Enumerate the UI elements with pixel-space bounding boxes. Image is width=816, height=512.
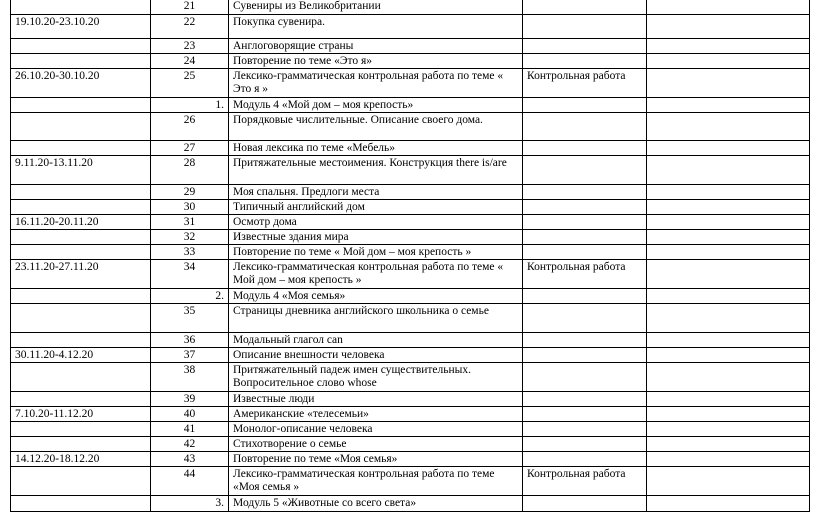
empty-cell	[647, 422, 810, 437]
table-row	[11, 98, 810, 113]
lesson-number-cell: 39	[151, 392, 229, 407]
lesson-number-cell: 30	[151, 200, 229, 215]
table-row	[11, 333, 810, 348]
lesson-number-cell: 2.	[151, 289, 229, 304]
topic-cell: Модальный глагол can	[229, 333, 523, 348]
date-cell	[11, 98, 151, 113]
note-cell	[523, 452, 647, 467]
lesson-number-cell: 27	[151, 141, 229, 156]
note-cell	[523, 392, 647, 407]
schedule-body	[11, 0, 810, 512]
note-cell: Контрольная работа	[523, 69, 647, 98]
table-row	[11, 467, 810, 496]
lesson-number-cell: 33	[151, 245, 229, 260]
date-cell: 16.11.20-20.11.20	[11, 215, 151, 230]
topic-cell: Повторение по теме « Мой дом – моя крепость »	[229, 245, 523, 260]
table-row	[11, 156, 810, 185]
topic-cell: Типичный английский дом	[229, 200, 523, 215]
empty-cell	[647, 245, 810, 260]
topic-cell: Притяжательный падеж имен существительных. Вопросительное слово whose	[229, 363, 523, 392]
lesson-number-cell: 24	[151, 54, 229, 69]
lesson-number-cell: 22	[151, 15, 229, 39]
empty-cell	[647, 185, 810, 200]
empty-cell	[647, 98, 810, 113]
lesson-number-cell: 38	[151, 363, 229, 392]
empty-cell	[647, 54, 810, 69]
note-cell	[523, 141, 647, 156]
table-row	[11, 245, 810, 260]
note-cell	[523, 230, 647, 245]
date-cell	[11, 230, 151, 245]
note-cell	[523, 15, 647, 39]
lesson-number-cell: 40	[151, 407, 229, 422]
lesson-number-cell: 32	[151, 230, 229, 245]
date-cell	[11, 392, 151, 407]
table-row	[11, 348, 810, 363]
table-row	[11, 200, 810, 215]
date-cell	[11, 467, 151, 496]
table-row	[11, 363, 810, 392]
topic-cell: Модуль 4 «Моя семья»	[229, 289, 523, 304]
table-row	[11, 215, 810, 230]
lesson-number-cell: 23	[151, 39, 229, 54]
lesson-number-cell: 34	[151, 260, 229, 289]
table-row	[11, 289, 810, 304]
note-cell	[523, 98, 647, 113]
date-cell	[11, 113, 151, 141]
date-cell: 7.10.20-11.12.20	[11, 407, 151, 422]
empty-cell	[647, 230, 810, 245]
note-cell: Контрольная работа	[523, 467, 647, 496]
date-cell: 9.11.20-13.11.20	[11, 156, 151, 185]
lesson-number-cell: 41	[151, 422, 229, 437]
topic-cell: Страницы дневника английского школьника о семье	[229, 304, 523, 333]
table-row	[11, 422, 810, 437]
note-cell	[523, 185, 647, 200]
empty-cell	[647, 156, 810, 185]
table-row	[11, 185, 810, 200]
date-cell: 19.10.20-23.10.20	[11, 15, 151, 39]
empty-cell	[647, 0, 810, 15]
date-cell	[11, 304, 151, 333]
note-cell	[523, 333, 647, 348]
date-cell	[11, 289, 151, 304]
topic-cell: Модуль 5 «Животные со всего света»	[229, 496, 523, 512]
note-cell	[523, 304, 647, 333]
note-cell	[523, 496, 647, 512]
date-cell	[11, 141, 151, 156]
table-row	[11, 407, 810, 422]
note-cell	[523, 156, 647, 185]
date-cell	[11, 363, 151, 392]
lesson-number-cell: 42	[151, 437, 229, 452]
empty-cell	[647, 467, 810, 496]
topic-cell: Сувениры из Великобритании	[229, 0, 523, 15]
empty-cell	[647, 113, 810, 141]
topic-cell: Американские «телесемьи»	[229, 407, 523, 422]
note-cell	[523, 422, 647, 437]
lesson-number-cell: 21	[151, 0, 229, 15]
empty-cell	[647, 141, 810, 156]
lesson-number-cell: 3.	[151, 496, 229, 512]
date-cell	[11, 245, 151, 260]
topic-cell: Моя спальня. Предлоги места	[229, 185, 523, 200]
topic-cell: Описание внешности человека	[229, 348, 523, 363]
table-row	[11, 392, 810, 407]
date-cell	[11, 39, 151, 54]
topic-cell: Известные здания мира	[229, 230, 523, 245]
table-row	[11, 15, 810, 39]
note-cell	[523, 113, 647, 141]
table-row	[11, 39, 810, 54]
topic-cell: Осмотр дома	[229, 215, 523, 230]
lesson-number-cell: 26	[151, 113, 229, 141]
note-cell	[523, 407, 647, 422]
date-cell: 23.11.20-27.11.20	[11, 260, 151, 289]
note-cell	[523, 54, 647, 69]
date-cell	[11, 54, 151, 69]
table-row	[11, 230, 810, 245]
lesson-number-cell: 36	[151, 333, 229, 348]
empty-cell	[647, 437, 810, 452]
empty-cell	[647, 304, 810, 333]
lesson-number-cell: 35	[151, 304, 229, 333]
topic-cell: Покупка сувенира.	[229, 15, 523, 39]
lesson-number-cell: 43	[151, 452, 229, 467]
date-cell	[11, 0, 151, 15]
note-cell	[523, 363, 647, 392]
note-cell	[523, 200, 647, 215]
lesson-number-cell: 28	[151, 156, 229, 185]
topic-cell: Повторение по теме «Моя семья»	[229, 452, 523, 467]
note-cell	[523, 215, 647, 230]
topic-cell: Новая лексика по теме «Мебель»	[229, 141, 523, 156]
topic-cell: Притяжательные местоимения. Конструкция there is/are	[229, 156, 523, 185]
table-row	[11, 260, 810, 289]
empty-cell	[647, 333, 810, 348]
date-cell	[11, 333, 151, 348]
lesson-number-cell: 37	[151, 348, 229, 363]
empty-cell	[647, 452, 810, 467]
date-cell	[11, 200, 151, 215]
note-cell	[523, 39, 647, 54]
topic-cell: Лексико-грамматическая контрольная работа по теме « Мой дом – моя крепость »	[229, 260, 523, 289]
topic-cell: Лексико-грамматическая контрольная работа по теме « Это я »	[229, 69, 523, 98]
date-cell	[11, 437, 151, 452]
empty-cell	[647, 39, 810, 54]
date-cell	[11, 185, 151, 200]
table-row	[11, 0, 810, 15]
topic-cell: Монолог-описание человека	[229, 422, 523, 437]
note-cell	[523, 437, 647, 452]
table-row	[11, 113, 810, 141]
empty-cell	[647, 69, 810, 98]
empty-cell	[647, 215, 810, 230]
table-row	[11, 141, 810, 156]
empty-cell	[647, 260, 810, 289]
topic-cell: Лексико-грамматическая контрольная работа по теме «Моя семья »	[229, 467, 523, 496]
lesson-number-cell: 1.	[151, 98, 229, 113]
date-cell	[11, 422, 151, 437]
note-cell	[523, 348, 647, 363]
empty-cell	[647, 200, 810, 215]
topic-cell: Англоговорящие страны	[229, 39, 523, 54]
schedule-table	[10, 0, 810, 512]
note-cell	[523, 245, 647, 260]
note-cell: Контрольная работа	[523, 260, 647, 289]
topic-cell: Порядковые числительные. Описание своего дома.	[229, 113, 523, 141]
date-cell: 26.10.20-30.10.20	[11, 69, 151, 98]
date-cell: 14.12.20-18.12.20	[11, 452, 151, 467]
empty-cell	[647, 496, 810, 512]
topic-cell: Модуль 4 «Мой дом – моя крепость»	[229, 98, 523, 113]
note-cell	[523, 289, 647, 304]
empty-cell	[647, 289, 810, 304]
empty-cell	[647, 363, 810, 392]
table-row	[11, 304, 810, 333]
lesson-number-cell: 25	[151, 69, 229, 98]
date-cell	[11, 496, 151, 512]
empty-cell	[647, 392, 810, 407]
table-row	[11, 496, 810, 512]
lesson-number-cell: 29	[151, 185, 229, 200]
lesson-number-cell: 31	[151, 215, 229, 230]
table-row	[11, 437, 810, 452]
empty-cell	[647, 15, 810, 39]
empty-cell	[647, 407, 810, 422]
table-row	[11, 452, 810, 467]
table-row	[11, 54, 810, 69]
lesson-number-cell: 44	[151, 467, 229, 496]
date-cell: 30.11.20-4.12.20	[11, 348, 151, 363]
topic-cell: Повторение по теме «Это я»	[229, 54, 523, 69]
topic-cell: Стихотворение о семье	[229, 437, 523, 452]
table-row	[11, 69, 810, 98]
topic-cell: Известные люди	[229, 392, 523, 407]
note-cell	[523, 0, 647, 15]
empty-cell	[647, 348, 810, 363]
